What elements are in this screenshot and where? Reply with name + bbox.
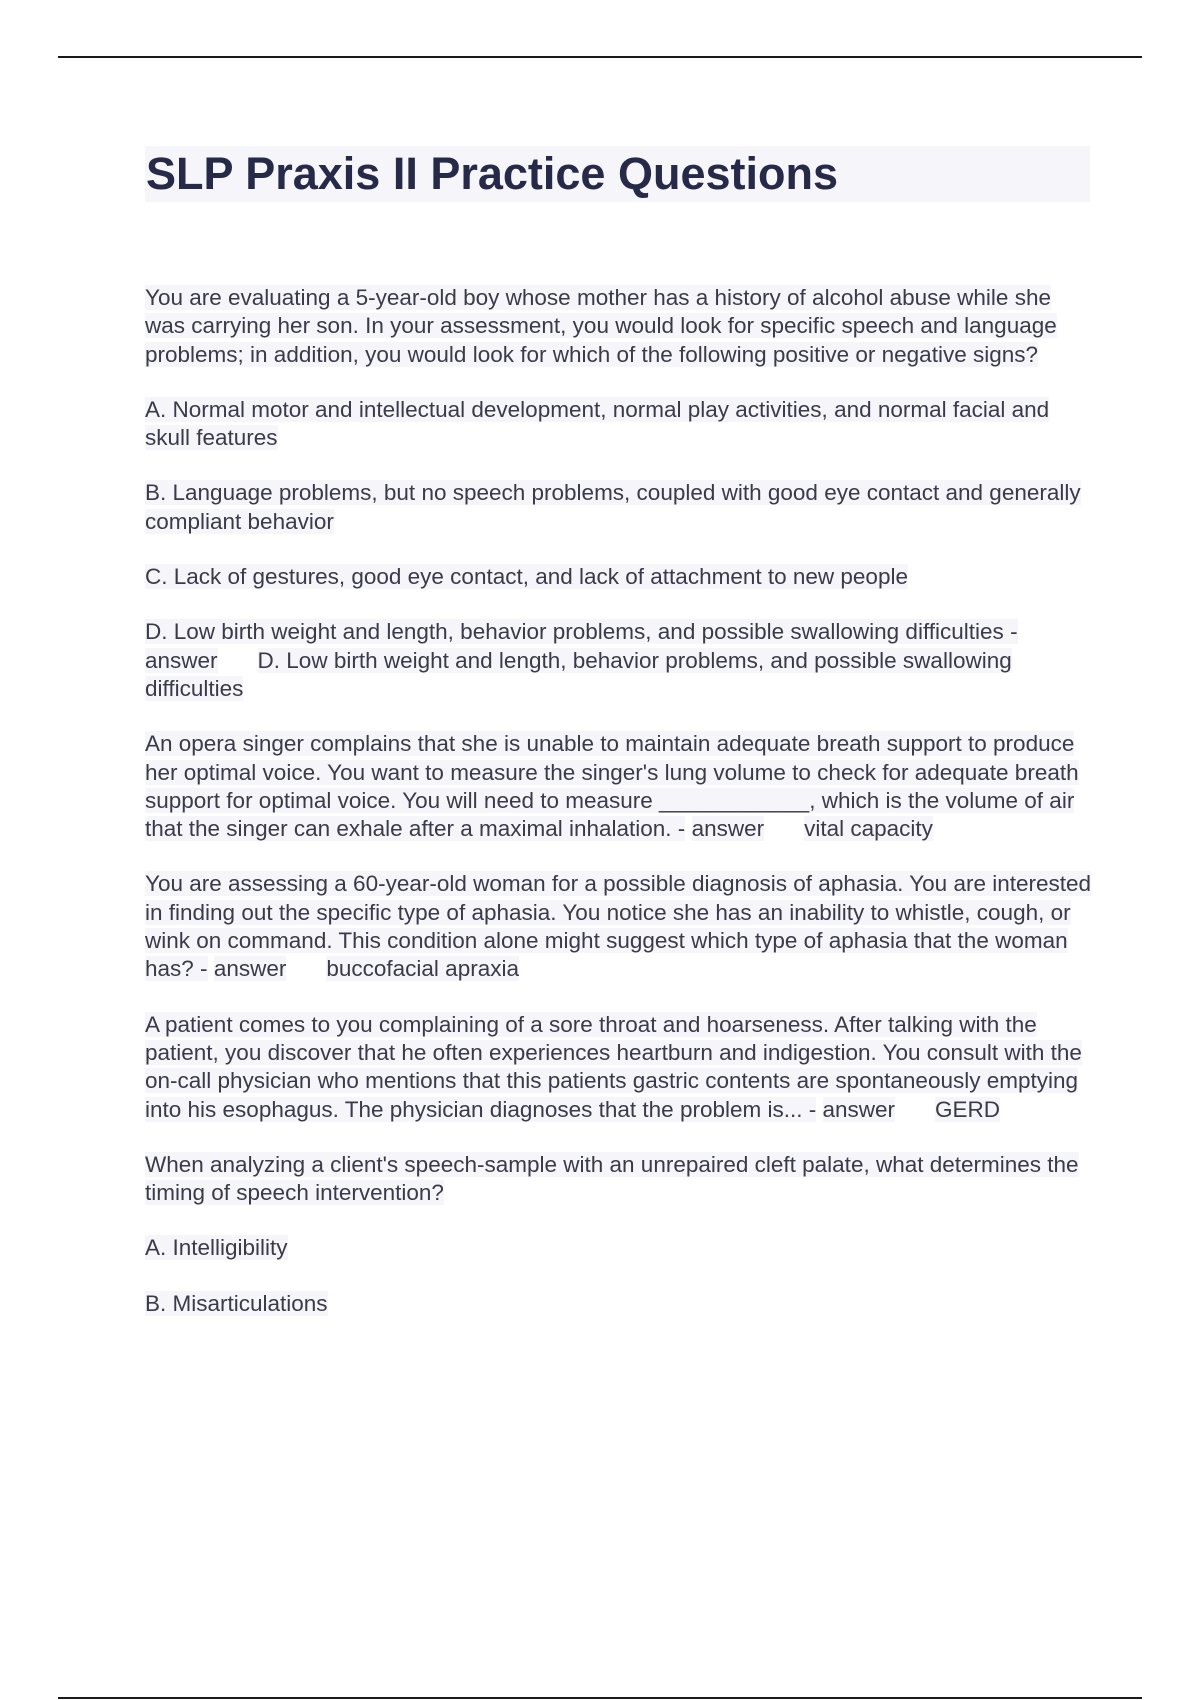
question-1-option-c: C. Lack of gestures, good eye contact, and lack of attachment to new people	[145, 564, 908, 590]
question-2: An opera singer complains that she is unable to maintain adequate breath support to produce her optimal voice. You want to measure the singer's lung volume to check for adequate breath support for optimal voice. You will need to measure ____________, which is the volume of air that the singer can exhale after a maximal inhalation. - answer vital capacity	[145, 731, 1079, 842]
answer-text: GERD	[935, 1096, 1001, 1122]
page-title: SLP Praxis II Practice Questions	[146, 148, 838, 199]
top-rule	[58, 56, 1142, 58]
question-4: A patient comes to you complaining of a sore throat and hoarseness. After talking with the patient, you discover that he often experiences heartburn and indigestion. You consult with the on-call physician who mentions that this patients gastric contents are spontaneously emptying into his esophagus. The physician diagnoses that the problem is... - answer GERD	[145, 1011, 1082, 1122]
question-1-stem: You are evaluating a 5-year-old boy whose mother has a history of alcohol abuse while she was carrying her son. In your assessment, you would look for specific speech and language problems; in addition, you would look for which of the following positive or negative signs?	[145, 285, 1057, 367]
answer-label: answer	[213, 956, 287, 982]
bottom-rule	[58, 1697, 1142, 1699]
question-1-option-a: A. Normal motor and intellectual development, normal play activities, and normal facial and skull features	[145, 396, 1050, 451]
question-5-stem: When analyzing a client's speech-sample with an unrepaired cleft palate, what determines the timing of speech intervention?	[145, 1151, 1079, 1206]
document-body	[145, 284, 1095, 1345]
answer-label: answer	[822, 1096, 896, 1122]
answer-text: vital capacity	[804, 816, 933, 842]
question-1-option-d-with-answer: D. Low birth weight and length, behavior problems, and possible swallowing difficulties - answer D. Low birth weight and length, behavior problems, and possible swallowing difficulties	[145, 619, 1018, 701]
answer-text: buccofacial apraxia	[326, 956, 519, 982]
question-5-option-a: A. Intelligibility	[145, 1235, 288, 1261]
answer-label: answer	[145, 647, 218, 673]
answer-label: answer	[691, 816, 765, 842]
question-5-option-b: B. Misarticulations	[145, 1290, 328, 1316]
question-1-option-b: B. Language problems, but no speech problems, coupled with good eye contact and generally compliant behavior	[145, 480, 1081, 534]
answer-text: D. Low birth weight and length, behavior problems, and possible swallowing difficulties	[145, 647, 1012, 701]
question-3: You are assessing a 60-year-old woman for a possible diagnosis of aphasia. You are interested in finding out the specific type of aphasia. You notice she has an inability to whistle, cough, or wink on command. This condition alone might suggest which type of aphasia that the woman has? - answer buccofacial apraxia	[145, 871, 1092, 982]
